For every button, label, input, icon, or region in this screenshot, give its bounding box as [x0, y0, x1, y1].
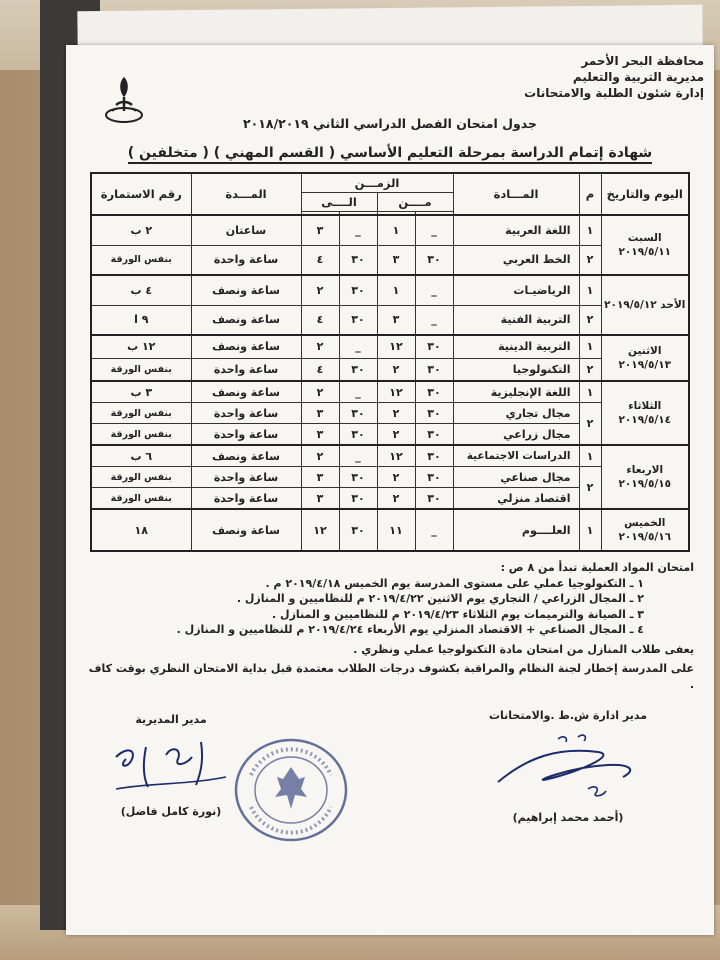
to-minute-cell: ٣٠ [339, 305, 377, 335]
order-cell: ١ [579, 275, 601, 305]
duration-cell: ساعة ونصف [191, 335, 301, 358]
signature-name: (نورة كامل فاضل) [120, 805, 222, 818]
to-hour-cell: ٢ [301, 335, 339, 358]
day-date-cell: الخميس ٢٠١٩/٥/١٦ [601, 509, 689, 551]
directorate-manager-signature [86, 713, 256, 818]
header-to: الــــى [301, 193, 377, 212]
form-number-cell: بنفس الورقة [91, 488, 191, 510]
exam-schedule-document [66, 45, 714, 935]
directorate-line: مديرية التربية والتعليم [572, 70, 704, 84]
duration-cell: ساعة واحدة [191, 467, 301, 488]
practical-exams-title: امتحان المواد العملية تبدأ من ٨ ص : [500, 561, 694, 574]
to-minute-cell: ٣٠ [339, 488, 377, 510]
duration-cell: ساعة واحدة [191, 488, 301, 510]
exemption-note: يعفى طلاب المنازل من امتحان مادة التكنولوجيا عملي ونظري . [353, 642, 694, 656]
from-hour-cell: ١ [377, 215, 415, 245]
handwritten-signature [488, 727, 648, 807]
note-item: ٤ ـ المجال الصناعي + الاقتصاد المنزلي يوم الأربعاء ٢٠١٩/٤/٢٤ م للنظاميين و المنازل . [176, 623, 644, 636]
form-number-cell: بنفس الورقة [91, 467, 191, 488]
order-cell: ١ [579, 509, 601, 551]
header-order: م [579, 173, 601, 215]
table-row [91, 445, 689, 467]
order-cell: ٢ [579, 305, 601, 335]
school-notice: على المدرسة إخطار لجنة النظام والمراقبة بكشوف درجات الطلاب معتمدة قبل بداية الامتحان النظري بوقت كاف . [88, 662, 694, 691]
table-row [91, 403, 689, 424]
form-number-cell: ٦ ب [91, 445, 191, 467]
form-number-cell: ٢ ب [91, 215, 191, 245]
to-minute-cell: _ [339, 381, 377, 403]
to-minute-cell: ٣٠ [339, 275, 377, 305]
department-line: إدارة شئون الطلبة والامتحانات [524, 86, 704, 100]
duration-cell: ساعة ونصف [191, 275, 301, 305]
from-hour-cell: ١١ [377, 509, 415, 551]
to-minute-cell: ٣٠ [339, 509, 377, 551]
from-hour-cell: ٢ [377, 424, 415, 446]
duration-cell: ساعة ونصف [191, 305, 301, 335]
subject-cell: مجال صناعي [453, 467, 579, 488]
duration-cell: ساعة واحدة [191, 358, 301, 381]
from-minute-cell: ٣٠ [415, 445, 453, 467]
duration-cell: ساعة واحدة [191, 424, 301, 446]
to-minute-cell: ٣٠ [339, 467, 377, 488]
form-number-cell: بنفس الورقة [91, 403, 191, 424]
header-from: مــــن [377, 193, 453, 212]
note-item: ٣ ـ الصيانة والترميمات يوم الثلاثاء ٢٠١٩/٤/٢٣ م للنظاميين و المنازل . [272, 607, 644, 621]
to-minute-cell: _ [339, 215, 377, 245]
to-hour-cell: ٢ [301, 275, 339, 305]
header-time: الزمـــن [301, 173, 453, 193]
from-hour-cell: ٢ [377, 488, 415, 510]
department-manager-signature [458, 709, 678, 824]
from-minute-cell: ٣٠ [415, 488, 453, 510]
header-duration: المـــدة [191, 173, 301, 215]
table-row [91, 358, 689, 381]
to-hour-cell: ٣ [301, 215, 339, 245]
from-minute-cell: _ [415, 275, 453, 305]
to-hour-cell: ٤ [301, 245, 339, 275]
form-number-cell: ١٢ ب [91, 335, 191, 358]
header-form-number: رقم الاستمارة [91, 173, 191, 215]
signature-title: مدير ادارة ش.ط .والامتحانات [488, 709, 648, 722]
order-cell: ٢ [579, 245, 601, 275]
duration-cell: ساعة واحدة [191, 403, 301, 424]
day-date-cell: الثلاثاء ٢٠١٩/٥/١٤ [601, 381, 689, 445]
to-minute-cell: _ [339, 335, 377, 358]
from-hour-cell: ٣ [377, 305, 415, 335]
notes-section [84, 560, 694, 692]
signature-name: (أحمد محمد إبراهيم) [512, 811, 624, 824]
form-number-cell: بنفس الورقة [91, 358, 191, 381]
table-row [91, 305, 689, 335]
day-date-cell: الأحد ٢٠١٩/٥/١٢ [601, 275, 689, 335]
duration-cell: ساعة ونصف [191, 381, 301, 403]
form-number-cell: ٣ ب [91, 381, 191, 403]
certificate-title-text: شهادة إتمام الدراسة بمرحلة التعليم الأساسي ( القسم المهني ) ( متخلفين ) [128, 145, 652, 164]
to-hour-cell: ١٢ [301, 509, 339, 551]
from-hour-cell: ١٢ [377, 445, 415, 467]
order-cell: ٢ [579, 467, 601, 510]
note-item: ١ ـ التكنولوجيا عملي على مستوى المدرسة يوم الخميس ٢٠١٩/٤/١٨ م . [265, 576, 644, 590]
duration-cell: ساعة ونصف [191, 509, 301, 551]
to-hour-cell: ٣ [301, 424, 339, 446]
header-subject: المـــادة [453, 173, 579, 215]
order-cell: ١ [579, 215, 601, 245]
to-minute-cell: _ [339, 445, 377, 467]
from-minute-cell: _ [415, 215, 453, 245]
exam-schedule-table [90, 172, 690, 552]
day-date-cell: الاربعاء ٢٠١٩/٥/١٥ [601, 445, 689, 509]
from-hour-cell: ٣ [377, 245, 415, 275]
from-hour-cell: ٢ [377, 358, 415, 381]
subject-cell: العلــــوم [453, 509, 579, 551]
from-minute-cell: ٣٠ [415, 381, 453, 403]
letterhead [524, 53, 704, 101]
form-number-cell: ٩ ا [91, 305, 191, 335]
from-hour-cell: ٢ [377, 467, 415, 488]
table-row [91, 335, 689, 358]
to-minute-cell: ٣٠ [339, 424, 377, 446]
from-hour-cell: ٢ [377, 403, 415, 424]
subject-cell: الرياضيـات [453, 275, 579, 305]
to-hour-cell: ٣ [301, 467, 339, 488]
from-minute-cell: ٣٠ [415, 424, 453, 446]
form-number-cell: ٤ ب [91, 275, 191, 305]
order-cell: ١ [579, 445, 601, 467]
subject-cell: اقتصاد منزلي [453, 488, 579, 510]
certificate-title [66, 145, 714, 164]
order-cell: ٢ [579, 358, 601, 381]
subject-cell: الخط العربي [453, 245, 579, 275]
duration-cell: ساعتان [191, 215, 301, 245]
to-hour-cell: ٢ [301, 445, 339, 467]
to-hour-cell: ٤ [301, 305, 339, 335]
duration-cell: ساعة واحدة [191, 245, 301, 275]
subject-cell: التربية الدينية [453, 335, 579, 358]
day-date-cell: الاثنين ٢٠١٩/٥/١٣ [601, 335, 689, 381]
official-stamp [231, 735, 351, 845]
to-minute-cell: ٣٠ [339, 358, 377, 381]
from-minute-cell: ٣٠ [415, 358, 453, 381]
to-hour-cell: ٣ [301, 403, 339, 424]
form-number-cell: بنفس الورقة [91, 245, 191, 275]
from-minute-cell: ٣٠ [415, 403, 453, 424]
subject-cell: اللغة الإنجليزية [453, 381, 579, 403]
order-cell: ١ [579, 381, 601, 403]
from-minute-cell: _ [415, 509, 453, 551]
handwritten-signature [96, 727, 246, 807]
form-number-cell: ١٨ [91, 509, 191, 551]
signature-title: مدير المديرية [135, 713, 207, 726]
duration-cell: ساعة ونصف [191, 445, 301, 467]
order-cell: ١ [579, 335, 601, 358]
day-date-cell: السبت ٢٠١٩/٥/١١ [601, 215, 689, 275]
to-minute-cell: ٣٠ [339, 245, 377, 275]
table-row [91, 275, 689, 305]
form-number-cell: بنفس الورقة [91, 424, 191, 446]
subject-cell: اللغة العربية [453, 215, 579, 245]
table-row [91, 215, 689, 245]
from-minute-cell: ٣٠ [415, 335, 453, 358]
from-hour-cell: ١٢ [377, 381, 415, 403]
from-minute-cell: ٣٠ [415, 467, 453, 488]
from-hour-cell: ١٢ [377, 335, 415, 358]
table-row [91, 509, 689, 551]
to-hour-cell: ٢ [301, 381, 339, 403]
subject-cell: مجال زراعي [453, 424, 579, 446]
to-minute-cell: ٣٠ [339, 403, 377, 424]
subject-cell: التكنولوجيا [453, 358, 579, 381]
to-hour-cell: ٤ [301, 358, 339, 381]
subject-cell: مجال تجاري [453, 403, 579, 424]
table-row [91, 467, 689, 488]
from-minute-cell: _ [415, 305, 453, 335]
from-minute-cell: ٣٠ [415, 245, 453, 275]
subject-cell: التربية الفنية [453, 305, 579, 335]
exam-title: جدول امتحان الفصل الدراسي الثاني ٢٠١٨/٢٠١٩ [243, 116, 537, 131]
governorate-line: محافظة البحر الأحمر [581, 54, 704, 68]
to-hour-cell: ٣ [301, 488, 339, 510]
table-row [91, 381, 689, 403]
order-cell: ٢ [579, 403, 601, 446]
table-row [91, 245, 689, 275]
from-hour-cell: ١ [377, 275, 415, 305]
note-item: ٢ ـ المجال الزراعي / التجاري يوم الاثنين ٢٠١٩/٤/٢٢ م للنظاميين و المنازل . [236, 592, 644, 605]
subject-cell: الدراسات الاجتماعية [453, 445, 579, 467]
header-day-date: اليوم والتاريخ [601, 173, 689, 215]
